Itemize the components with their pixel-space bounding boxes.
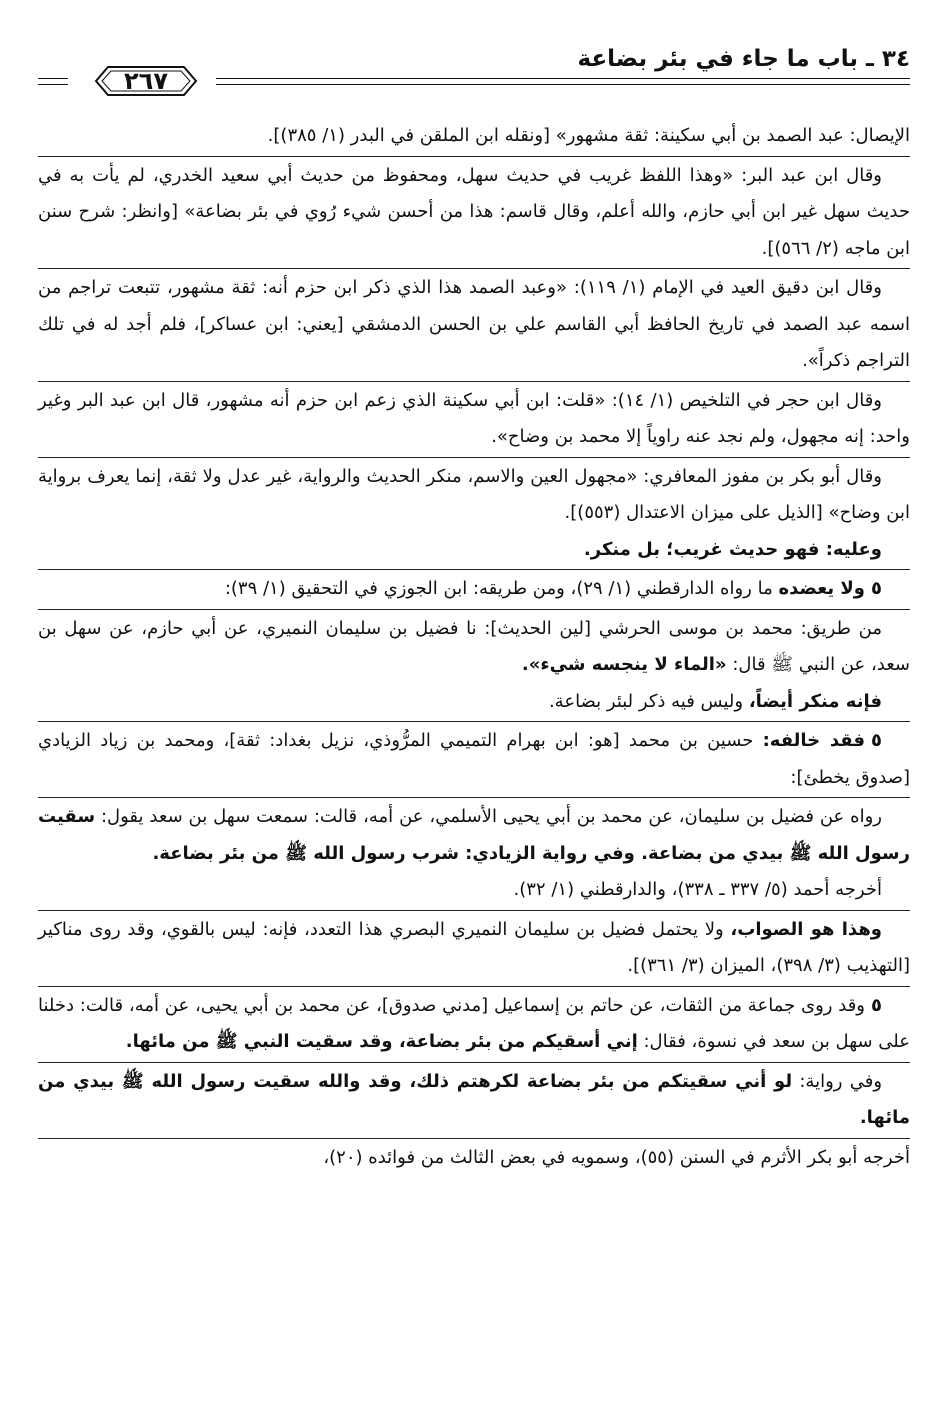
paragraph (38, 872, 910, 909)
bullet-icon: ٥ (871, 994, 882, 1016)
header-rule (38, 84, 68, 85)
paragraph-text: الإيصال: عبد الصمد بن أبي سكينة: ثقة مشهور» [ونقله ابن الملقن في البدر (١/ ٣٨٥)]. (267, 125, 910, 146)
lead-emphasis: ولا يعضده (778, 578, 865, 599)
header-rule (38, 78, 68, 79)
paragraph (38, 988, 910, 1061)
paragraph-divider (38, 1062, 910, 1063)
paragraph-divider (38, 381, 910, 382)
paragraph (38, 723, 910, 796)
paragraph-text: حسين بن محمد [هو: ابن بهرام التميمي المرُّوذي، نزيل بغداد: ثقة]، ومحمد بن زياد الزيادي [صدوق يخطئ]: (38, 730, 910, 788)
tail-emphasis: إني أسقيكم من بئر بضاعة، وقد سقيت النبي ﷺ من مائها. (125, 1031, 638, 1052)
paragraph-text: وقال ابن حجر في التلخيص (١/ ١٤): «قلت: ابن أبي سكينة الذي زعم ابن حزم أنه مشهور، قال ابن عبد البر وغير واحد: إنه مجهول، ولم نجد عنه راوياً إلا محمد بن وضاح». (38, 389, 910, 447)
paragraph-divider (38, 609, 910, 610)
paragraph (38, 1140, 910, 1177)
header-rule (216, 78, 910, 79)
paragraph-text: وليس فيه ذكر لبئر بضاعة. (548, 690, 749, 712)
paragraph-text: رواه عن فضيل بن سليمان، عن محمد بن أبي يحيى الأسلمي، عن أمه، قالت: سمعت سهل بن سعد يقول: (95, 806, 882, 827)
paragraph-divider (38, 797, 910, 798)
paragraph (38, 1064, 910, 1137)
tail-emphasis: سقيت رسول الله ﷺ بيدي من بضاعة. وفي رواية الزيادي: شرب رسول الله ﷺ من بئر بضاعة. (38, 806, 910, 864)
paragraph-divider (38, 721, 910, 722)
lead-emphasis: فقد خالفه: (762, 730, 866, 751)
paragraph-text: وقال ابن عبد البر: «وهذا اللفظ غريب في حديث سهل، ومحفوظ من حديث أبي سعيد الخدري، لم يأت به في حديث سهل غير ابن أبي حازم، والله أعلم، وقال قاسم: هذا من أحسن شيء رُوي في بئر بضاعة» [وانظر: شرح سنن ابن ماجه (٢/ ٥٦٦)]. (38, 164, 910, 259)
paragraph-divider (38, 156, 910, 157)
paragraph-text: وقال أبو بكر بن مفوز المعافري: «مجهول العين والاسم، منكر الحديث والرواية، غير عدل ولا ثقة، إنما يعرف برواية ابن وضاح» [الذيل على ميزان الاعتدال (٥٥٣)]. (38, 465, 910, 523)
page-body (38, 118, 910, 1176)
paragraph-text: وقال ابن دقيق العيد في الإمام (١/ ١١٩): «وعبد الصمد هذا الذي ذكر ابن حزم أنه: ثقة مشهور، تتبعت تراجم من اسمه عبد الصمد في تاريخ الحافظ أبي القاسم علي بن الحسن الدمشقي [يعني: ابن عساكر]، فلم أجد له في تلك التراجم ذكراً». (38, 277, 910, 371)
paragraph (38, 270, 910, 380)
paragraph-divider (38, 910, 910, 911)
paragraph-text: وقد روى جماعة من الثقات، عن حاتم بن إسماعيل [مدني صدوق]، عن محمد بن أبي يحيى، عن أمه، قالت: دخلنا على سهل بن سعد في نسوة، فقال: (38, 994, 910, 1052)
paragraph-text: ما رواه الدارقطني (١/ ٢٩)، ومن طريقه: ابن الجوزي في التحقيق (١/ ٣٩): (224, 578, 779, 599)
paragraph-divider (38, 569, 910, 570)
tail-emphasis: لو أني سقيتكم من بئر بضاعة لكرهتم ذلك، وقد والله سقيت رسول الله ﷺ بيدي من مائها. (38, 1070, 910, 1128)
lead-emphasis: فإنه منكر أيضاً، (748, 690, 882, 712)
paragraph (38, 611, 910, 684)
paragraph (38, 383, 910, 456)
lead-emphasis: وهذا هو الصواب، (730, 918, 882, 940)
paragraph-divider (38, 268, 910, 269)
paragraph (38, 532, 910, 569)
tail-emphasis: «الماء لا ينجسه شيء». (521, 654, 727, 675)
header-rule (216, 84, 910, 85)
page-number-badge (82, 63, 210, 99)
paragraph-divider (38, 986, 910, 987)
paragraph (38, 684, 910, 721)
paragraph (38, 118, 910, 155)
bullet-icon: ٥ (871, 578, 882, 599)
paragraph (38, 459, 910, 532)
page-header (38, 38, 910, 108)
page-number: ٢٦٧ (124, 67, 168, 95)
chapter-title: ٣٤ ـ باب ما جاء في بئر بضاعة (577, 46, 910, 72)
paragraph-text: أخرجه أبو بكر الأثرم في السنن (٥٥)، وسمويه في بعض الثالث من فوائده (٢٠)، (323, 1146, 910, 1168)
bullet-icon: ٥ (871, 730, 883, 751)
paragraph-text: وعليه: فهو حديث غريب؛ بل منكر. (583, 538, 882, 560)
paragraph (38, 571, 910, 608)
paragraph-divider (38, 457, 910, 458)
paragraph (38, 912, 910, 985)
paragraph-divider (38, 1138, 910, 1139)
paragraph-text: ولا يحتمل فضيل بن سليمان النميري البصري هذا التعدد، فإنه: ليس بالقوي، وقد روى مناكير [التهذيب (٣/ ٣٩٨)، الميزان (٣/ ٣٦١)]. (38, 918, 910, 976)
paragraph (38, 158, 910, 268)
paragraph-text: وفي رواية: (792, 1070, 883, 1092)
paragraph (38, 799, 910, 872)
paragraph-text: من طريق: محمد بن موسى الحرشي [لين الحديث]: نا فضيل بن سليمان النميري، عن أبي حازم، عن سهل بن سعد، عن النبي ﷺ قال: (38, 617, 910, 675)
paragraph-text: أخرجه أحمد (٥/ ٣٣٧ ـ ٣٣٨)، والدارقطني (١/ ٣٢). (513, 879, 882, 900)
